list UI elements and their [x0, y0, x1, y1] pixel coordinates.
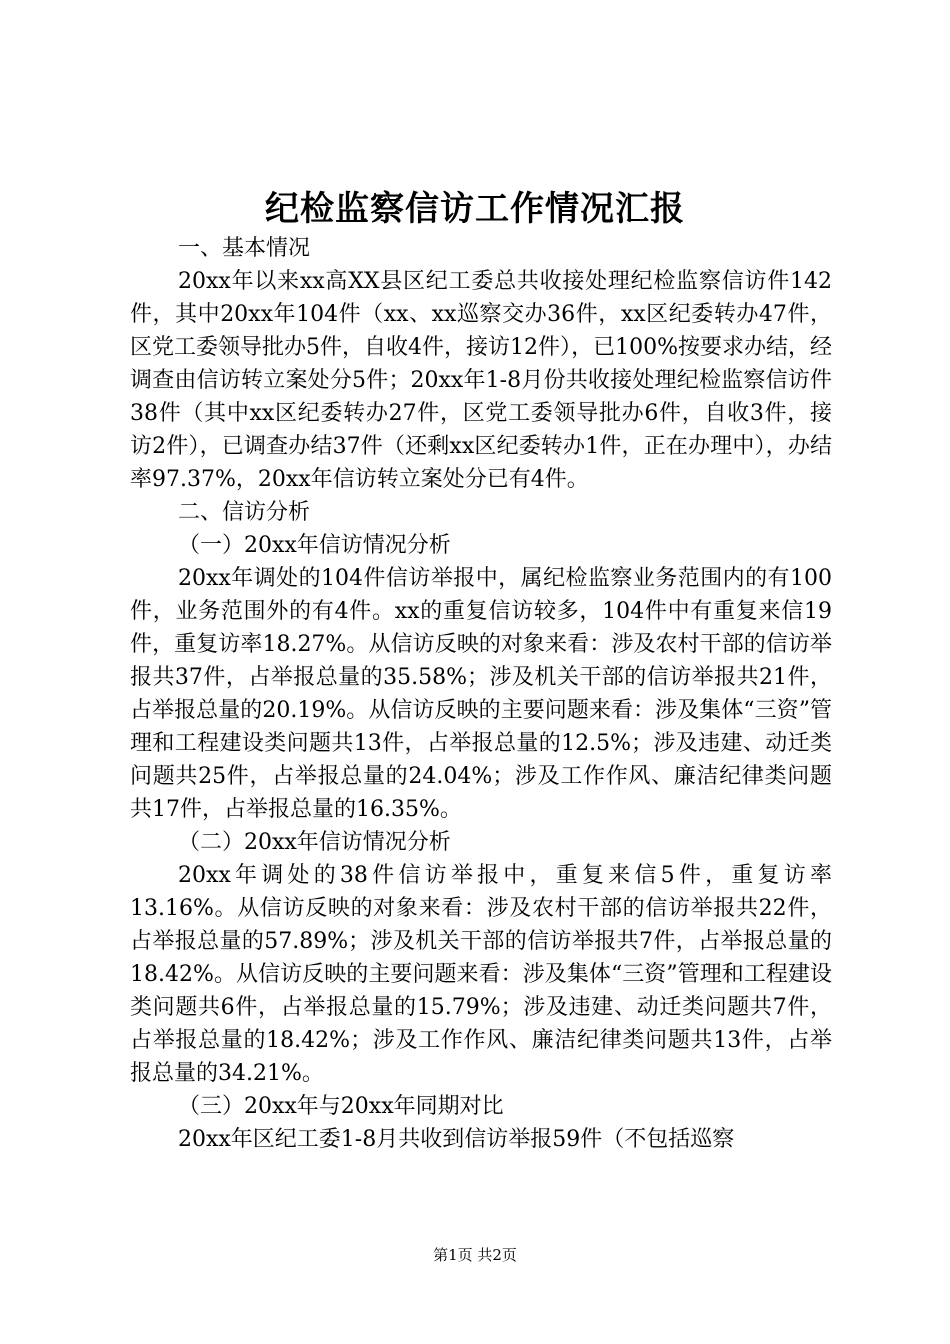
paragraph-year-analysis-2: 20xx年调处的38件信访举报中，重复来信5件，重复访率13.16%。从信访反映的对象来看：涉及农村干部的信访举报共22件，占举报总量的57.89%；涉及机关干部的信访举报共7件，占举报总量的18.42%。从信访反映的主要问题来看：涉及集体“三资”管理和工程建设类问题共6件，占举报总量的15.79%；涉及违建、动迁类问题共7件，占举报总量的18.42%；涉及工作作风、廉洁纪律类问题共13件，占举报总量的34.21%。 — [130, 863, 832, 1086]
paragraph-year-analysis-1: 20xx年调处的104件信访举报中，属纪检监察业务范围内的有100件，业务范围外的有4件。xx的重复信访较多，104件中有重复来信19件，重复访率18.27%。从信访反映的对象来看：涉及农村干部的信访举报共37件，占举报总量的35.58%；涉及机关干部的信访举报共21件，占举报总量的20.19%。从信访反映的主要问题来看：涉及集体“三资”管理和工程建设类问题共13件，占举报总量的12.5%；涉及违建、动迁类问题共25件，占举报总量的24.04%；涉及工作作风、廉洁纪律类问题共17件，占举报总量的16.35%。 — [130, 566, 832, 822]
paragraph-basic-info: 20xx年以来xx高XX县区纪工委总共收接处理纪检监察信访件142件，其中20xx年104件（xx、xx巡察交办36件，xx区纪委转办47件，区党工委领导批办5件，自收4件，接访12件），已100%按要求办结，经调查由信访转立案处分5件；20xx年1-8月份共收接处理纪检监察信访件38件（其中xx区纪委转办27件，区党工委领导批办6件，自收3件，接访2件），已调查办结37件（还剩xx区纪委转办1件，正在办理中），办结率97.37%，20xx年信访转立案处分已有4件。 — [130, 269, 832, 492]
subsection-heading-year-analysis-2: （二）20xx年信访情况分析 — [178, 830, 451, 855]
subsection-heading-comparison: （三）20xx年与20xx年同期对比 — [178, 1094, 504, 1119]
subsection-heading-year-analysis-1: （一）20xx年信访情况分析 — [178, 533, 451, 558]
section-heading-basic-info: 一、基本情况 — [178, 236, 311, 261]
section-heading-analysis: 二、信访分析 — [178, 500, 311, 525]
document-title: 纪检监察信访工作情况汇报 — [265, 189, 685, 229]
page-footer: 第1页 共2页 — [433, 1246, 517, 1264]
document-body — [130, 232, 832, 1156]
paragraph-comparison: 20xx年区纪工委1-8月共收到信访举报59件（不包括巡察 — [178, 1127, 735, 1152]
